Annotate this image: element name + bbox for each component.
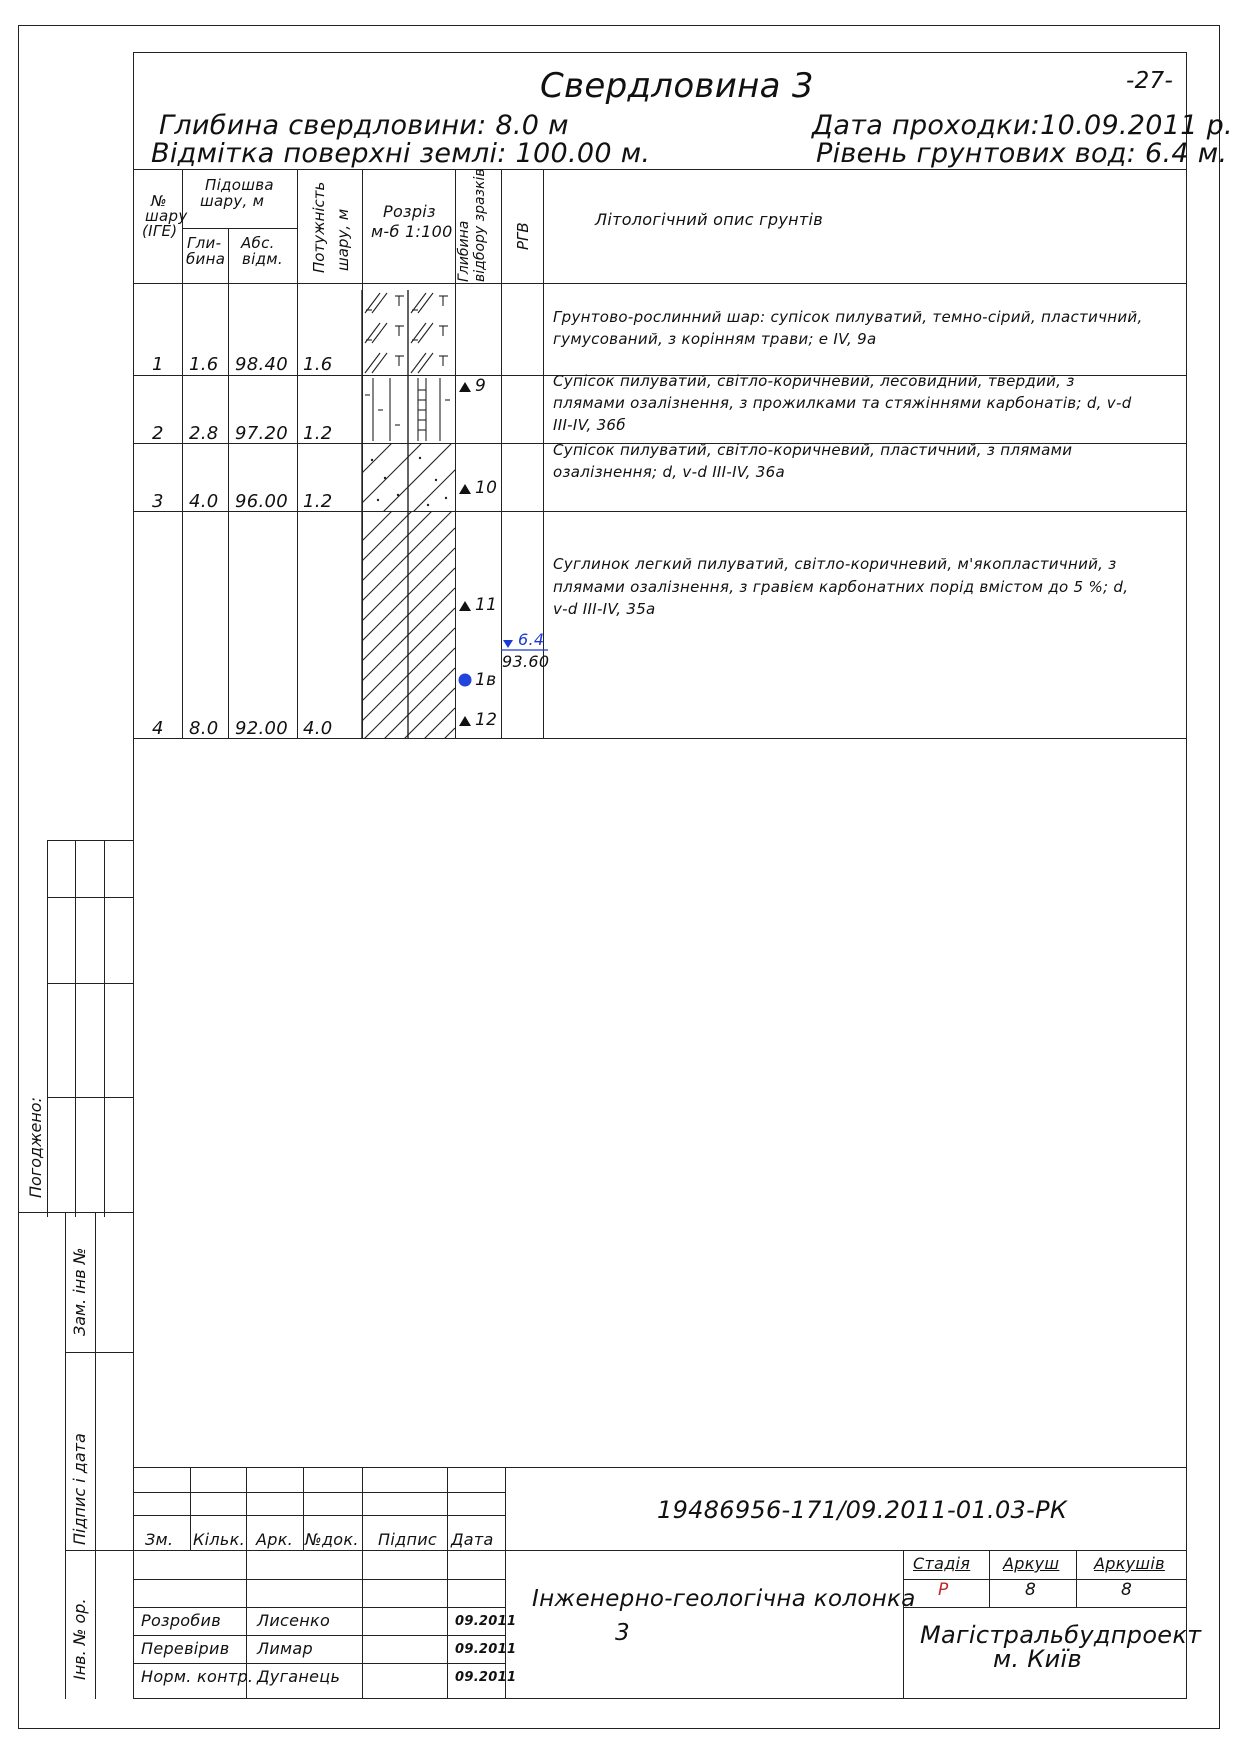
inv-no-label: Інв. № ор. [70,1598,89,1680]
col-abs-2: відм. [242,250,283,268]
layer-4-depth: 8.0 [189,718,219,739]
layer-3-depth: 4.0 [189,491,219,512]
col-thickness-1: Потужність [310,181,328,273]
sample-label-11: 11 [475,595,498,615]
col-depth-1: Гли- [187,234,222,252]
layer-2-depth: 2.8 [189,423,219,444]
stamp-col-sheet: Арк. [256,1530,294,1549]
sample-label-9: 9 [475,376,487,396]
col-abs-1: Абс. [241,234,275,252]
col-sample-depth-2: відбору зразків [472,168,488,282]
layer-1-desc-line-2: гумусований, з корінням трави; e IV, 9a [553,330,877,348]
layer-2-thickness: 1.2 [303,423,333,444]
layer-2-no: 2 [152,423,164,444]
layer-4-desc-line-1: Суглинок легкий пилуватий, світло-коричневий, м'якопластичний, з [553,555,1117,573]
developer-role: Розробив [141,1611,221,1630]
col-depth-2: бина [186,250,226,268]
page-title: Свердловина 3 [540,66,814,106]
rgv-abs: 93.60 [502,652,550,671]
layer-3-abs: 96.00 [235,491,289,512]
organization-city: м. Київ [993,1645,1082,1673]
normcontrol-role: Норм. контр. [141,1667,254,1686]
stage-label: Стадія [913,1554,971,1573]
layer-3-desc-line-1: Супісок пилуватий, світло-коричневий, пластичний, з плямами [553,441,1073,459]
drilling-date: Дата проходки:10.09.2011 р. [812,110,1233,141]
developer-name: Лисенко [257,1611,331,1630]
layer-3-thickness: 1.2 [303,491,333,512]
layer-2-desc-line-3: III-IV, 36б [553,416,626,434]
layer-4-no: 4 [152,718,164,739]
layer-1-no: 1 [152,354,164,375]
signature-date-label: Підпис і дата [70,1433,89,1545]
stamp-col-count: Кільк. [193,1530,246,1549]
well-depth: Глибина свердловини: 8.0 м [159,110,569,141]
layer-2-abs: 97.20 [235,423,289,444]
checker-name: Лимар [257,1639,313,1658]
rgv-value: 6.4 [518,630,545,649]
col-rgv: РГВ [514,222,532,250]
stamp-col-change: Зм. [145,1530,174,1549]
layer-3-desc-line-2: озалізнення; d, v-d III-IV, 36a [553,463,785,481]
replaced-inv-label: Зам. інв № [70,1247,89,1336]
col-sole-1: Підошва [205,176,274,194]
document-title-number: 3 [615,1620,630,1646]
stamp-col-docno: №док. [305,1530,359,1549]
developer-date: 09.2011 [455,1614,517,1629]
normcontrol-date: 09.2011 [455,1670,517,1685]
sample-label-1v: 1в [475,670,497,690]
col-section-1: Розріз [383,202,436,221]
sheet-label: Аркуш [1003,1554,1060,1573]
layer-4-desc-line-2: плямами озалізнення, з гравієм карбонатних порід вмістом до 5 %; d, [553,578,1129,596]
sample-label-10: 10 [475,478,498,498]
surface-mark: Відмітка поверхні землі: 100.00 м. [151,138,651,169]
layer-3-no: 3 [152,491,164,512]
layer-1-depth: 1.6 [189,354,219,375]
sheet-value: 8 [1025,1580,1037,1600]
col-layer-no-1: № [151,192,167,210]
stage-value: Р [938,1580,949,1600]
stamp-col-signature: Підпис [378,1530,437,1549]
layer-2-desc-line-2: плямами озалізнення, з прожилками та стяжіннями карбонатів; d, v-d [553,394,1132,412]
layer-4-thickness: 4.0 [303,718,333,739]
layer-4-desc-line-3: v-d III-IV, 35a [553,600,656,618]
layer-1-thickness: 1.6 [303,354,333,375]
groundwater-level: Рівень грунтових вод: 6.4 м. [816,138,1228,169]
document-title: Інженерно-геологічна колонка [532,1586,916,1612]
checker-date: 09.2011 [455,1642,517,1657]
normcontrol-name: Дуганець [257,1667,341,1686]
organization-name: Магістральбудпроект [920,1621,1202,1649]
layer-2-desc-line-1: Супісок пилуватий, світло-коричневий, лесовидний, твердий, з [553,372,1075,390]
checker-role: Перевірив [141,1639,230,1658]
col-sample-depth-1: Глибина [456,220,472,282]
agreed-label: Погоджено: [26,1097,45,1198]
sheets-label: Аркушів [1094,1554,1165,1573]
col-sole-2: шару, м [200,192,265,210]
col-layer-no-3: (ІГЕ) [142,222,178,240]
drawing-code: 19486956-171/09.2011-01.03-РК [657,1496,1068,1524]
col-section-2: м-б 1:100 [371,222,453,241]
page-number: -27- [1126,68,1174,94]
layer-1-abs: 98.40 [235,354,289,375]
col-layer-no-2: шару [145,207,188,225]
stamp-col-date: Дата [451,1530,494,1549]
sample-label-12: 12 [475,710,498,730]
layer-4-abs: 92.00 [235,718,289,739]
layer-1-desc-line-1: Грунтово-рослинний шар: супісок пилуватий, темно-сірий, пластичний, [553,308,1143,326]
sheets-value: 8 [1121,1580,1133,1600]
col-thickness-2: шару, м [334,208,352,271]
col-description: Літологічний опис грунтів [595,210,823,229]
